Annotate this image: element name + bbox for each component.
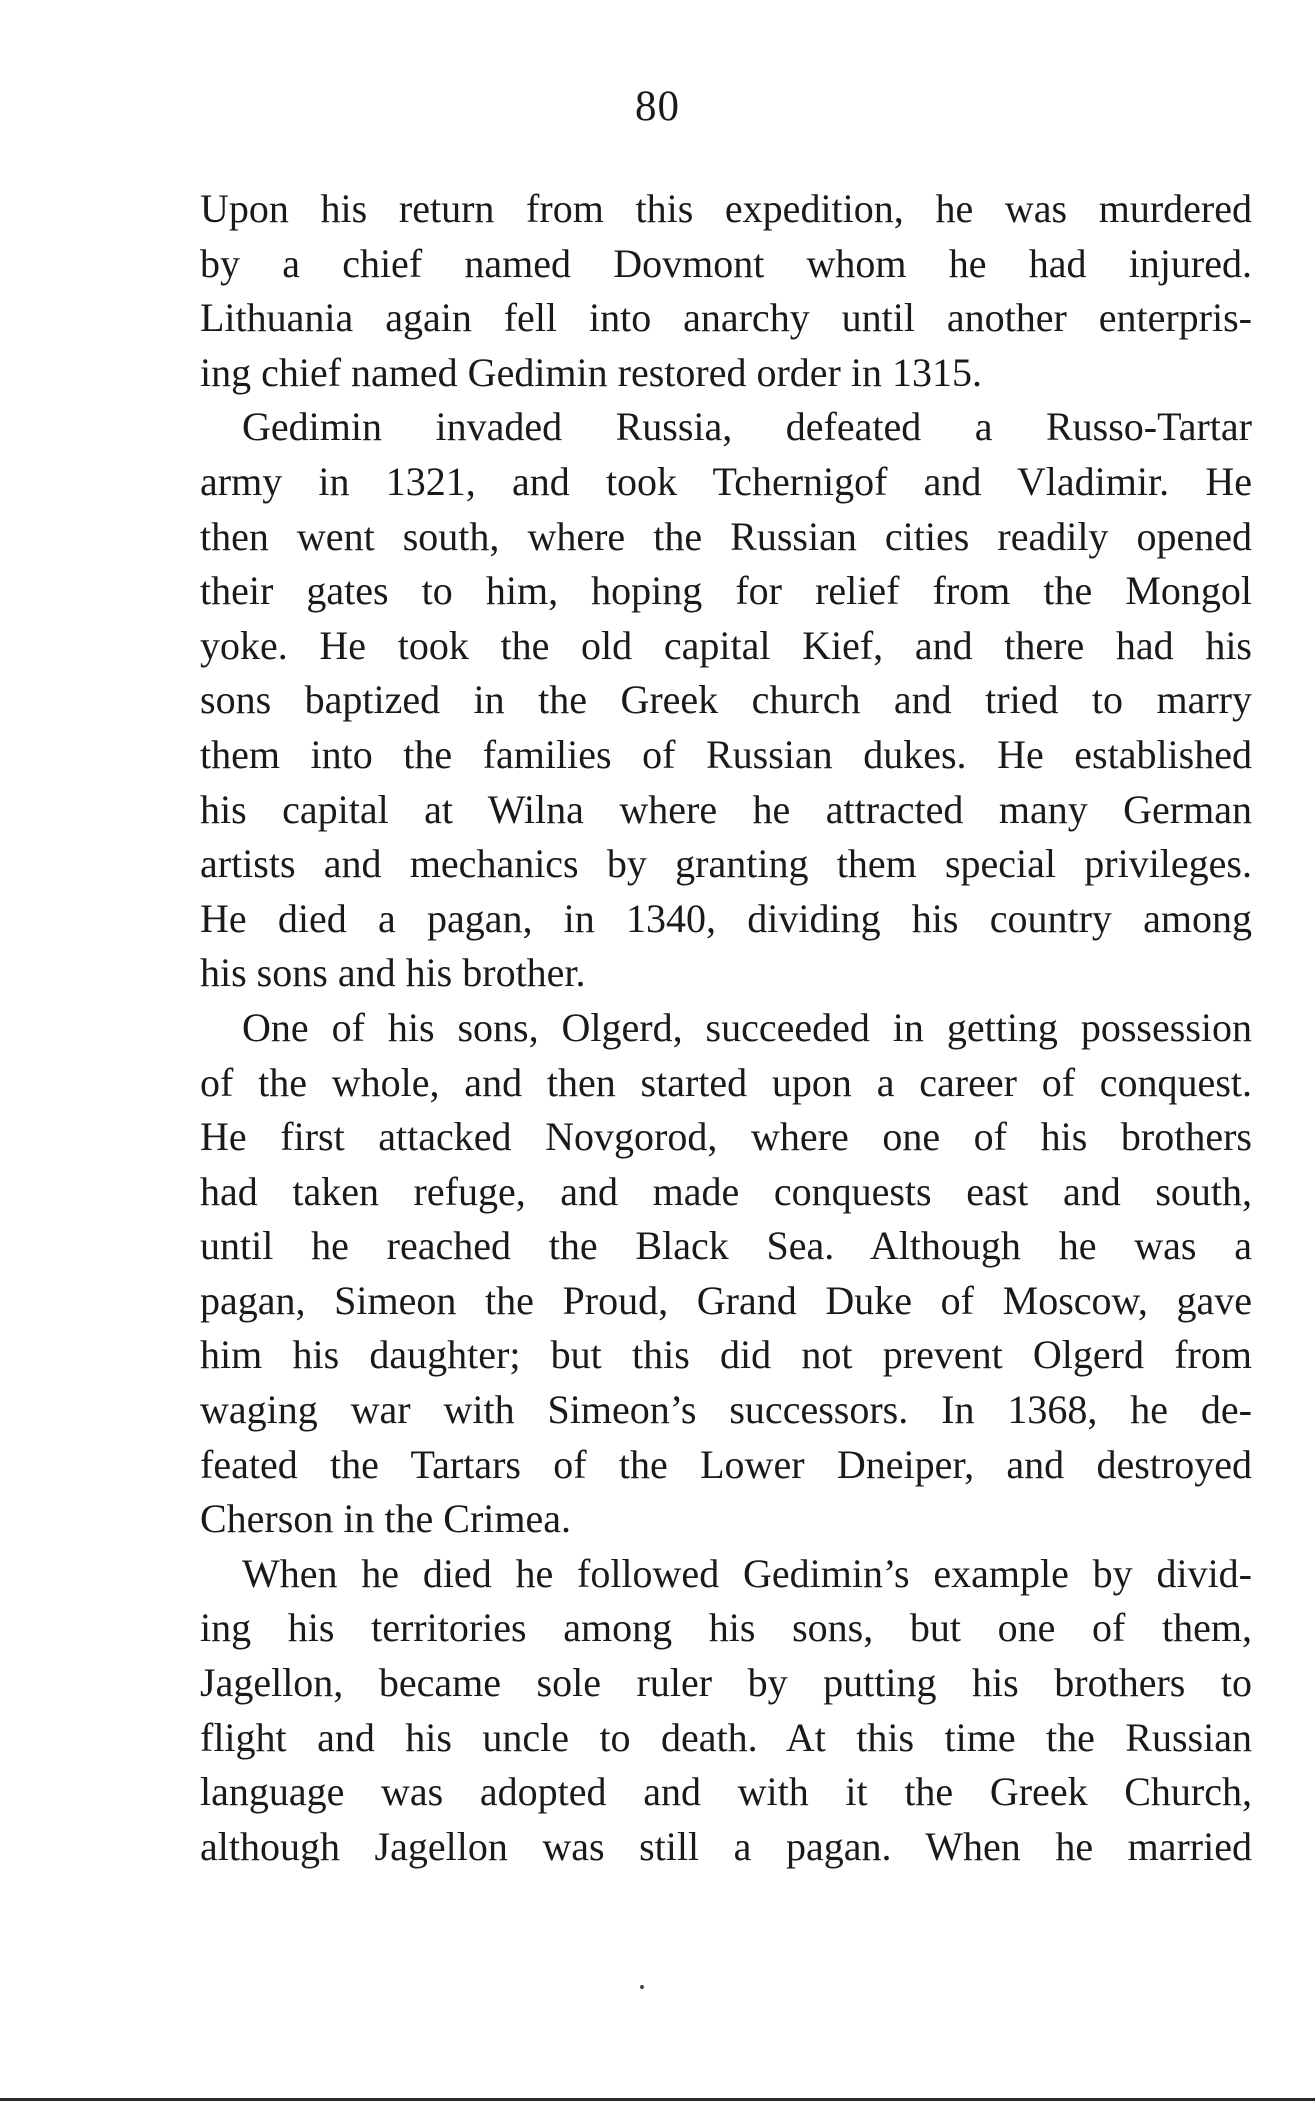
text-line: had taken refuge, and made conquests east and south, [200,1168,1252,1214]
text-line: sons baptized in the Greek church and tried to marry [200,677,1252,723]
text-line: until he reached the Black Sea. Although he was a [200,1223,1252,1269]
text-line: although Jagellon was still a pagan. When he married [200,1823,1252,1869]
text-line: He first attacked Novgorod, where one of his brothers [200,1114,1252,1160]
text-line: yoke. He took the old capital Kief, and there had his [200,622,1252,668]
page-number: 80 [635,83,680,130]
text-line: them into the families of Russian dukes. He established [200,731,1252,777]
text-line: Gedimin invaded Russia, defeated a Russo-Tartar [242,404,1252,450]
text-line: army in 1321, and took Tchernigof and Vladimir. He [200,458,1252,504]
text-line: pagan, Simeon the Proud, Grand Duke of Moscow, gave [200,1277,1252,1323]
text-line: feated the Tartars of the Lower Dneiper, and destroyed [200,1441,1252,1487]
text-line: his sons and his brother. [200,950,586,996]
body-text [200,182,1252,1874]
text-line: flight and his uncle to death. At this time the Russian [200,1714,1252,1760]
text-line: Jagellon, became sole ruler by putting his brothers to [200,1660,1252,1706]
text-line: artists and mechanics by granting them special privileges. [200,841,1252,887]
text-line: of the whole, and then started upon a career of conquest. [200,1059,1252,1105]
text-line: Upon his return from this expedition, he was murdered [200,186,1252,231]
text-line: him his daughter; but this did not prevent Olgerd from [200,1332,1252,1378]
page-bottom-rule [0,2098,1315,2101]
text-line: language was adopted and with it the Greek Church, [200,1769,1252,1815]
text-line: One of his sons, Olgerd, succeeded in getting possession [242,1004,1252,1050]
text-line: his capital at Wilna where he attracted many German [200,786,1252,832]
text-line: Lithuania again fell into anarchy until another enterpris- [200,295,1252,341]
text-line: waging war with Simeon’s successors. In 1368, he de- [200,1387,1252,1433]
print-speck [640,1985,644,1989]
text-line: their gates to him, hoping for relief from the Mongol [200,568,1252,614]
text-line: Cherson in the Crimea. [200,1496,572,1542]
text-line: ing his territories among his sons, but one of them, [200,1605,1252,1651]
text-line: He died a pagan, in 1340, dividing his country among [200,895,1252,941]
text-line: When he died he followed Gedimin’s example by divid- [242,1550,1252,1596]
text-line: by a chief named Dovmont whom he had injured. [200,240,1252,286]
text-line: then went south, where the Russian cities readily opened [200,513,1252,559]
text-line: ing chief named Gedimin restored order in 1315. [200,349,982,395]
